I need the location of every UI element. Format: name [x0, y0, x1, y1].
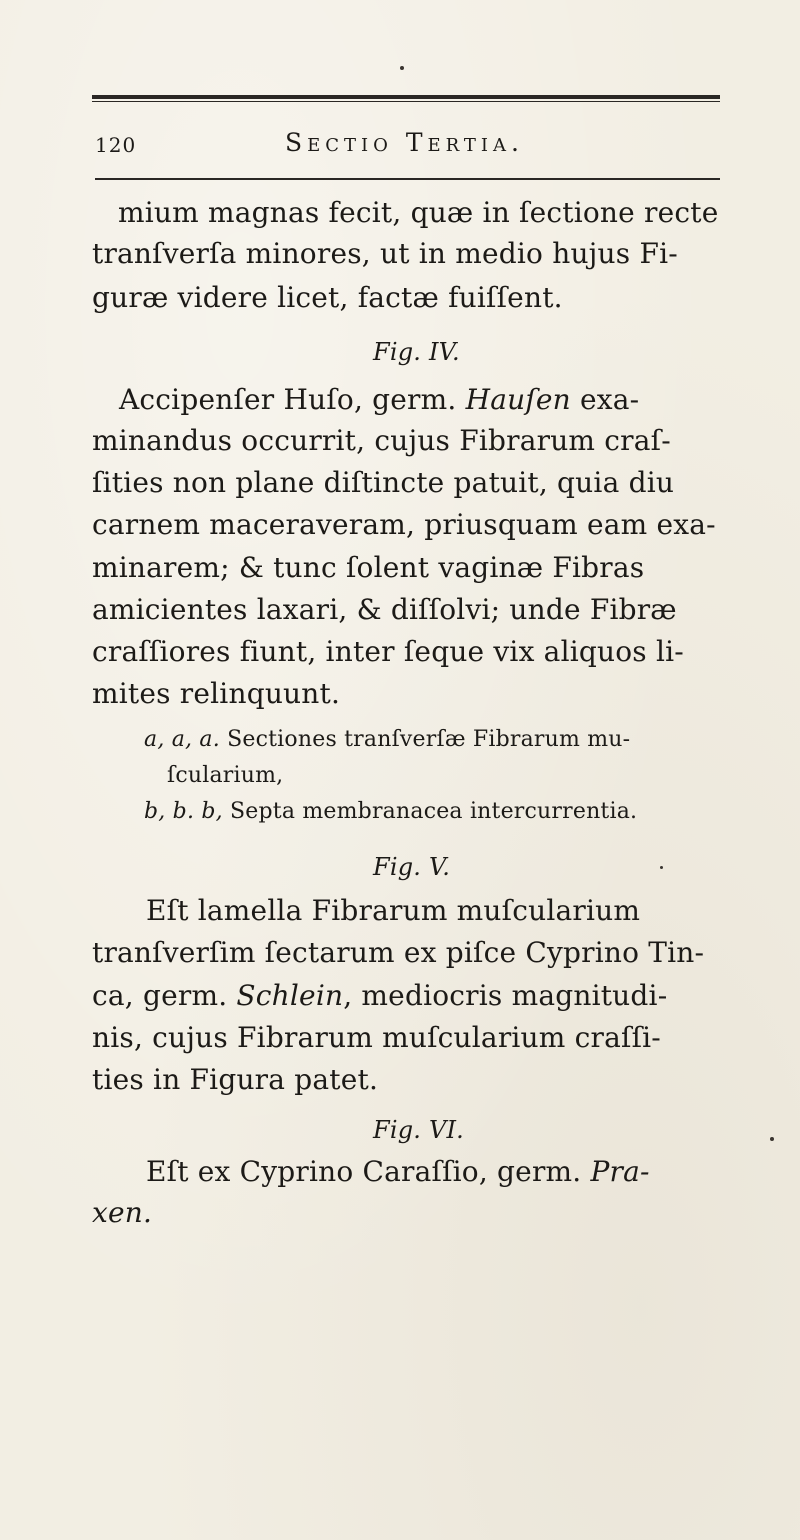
- figure-heading: Fig. IV.: [373, 338, 460, 366]
- text-line: carnem maceraveram, priusquam eam exa-: [92, 508, 716, 541]
- figure-heading: Fig. V.: [373, 853, 451, 881]
- legend-line: a, a, a. Sectiones tranſverſæ Fibrarum mu-: [144, 727, 631, 752]
- text-line: minandus occurrit, cujus Fibrarum craſ-: [92, 424, 671, 457]
- text-line: guræ videre licet, factæ fuiſſent.: [92, 281, 563, 314]
- text-line: tranſverſim ſectarum ex piſce Cyprino Tin-: [92, 936, 705, 969]
- text-line: xen.: [92, 1196, 153, 1229]
- text-line: mites relinquunt.: [92, 677, 341, 710]
- text-line: Eſt lamella Fibrarum muſcularium: [146, 894, 641, 927]
- text-line: nis, cujus Fibrarum muſcularium craſſi-: [92, 1021, 661, 1054]
- text-line: minarem; & tunc ſolent vaginæ Fibras: [92, 551, 645, 584]
- text-line: Accipenſer Huſo, germ. Hauſen exa-: [119, 383, 640, 416]
- text-line: amicientes laxari, & diſſolvi; unde Fibræ: [92, 593, 677, 626]
- text-line: ſities non plane diſtincte patuit, quia diu: [92, 466, 675, 499]
- print-speck: [770, 1137, 774, 1141]
- top-rule-thick: [92, 95, 720, 99]
- text-line: mium magnas fecit, quæ in ſectione recte: [118, 196, 719, 229]
- text-line: ties in Figura patet.: [92, 1063, 379, 1096]
- print-speck: [660, 866, 663, 869]
- top-rule-thin: [92, 101, 720, 102]
- running-head: [95, 128, 725, 162]
- head-rule: [95, 178, 720, 180]
- page-number: 120: [95, 133, 137, 157]
- section-title: Sectio Tertia.: [285, 128, 524, 157]
- print-speck: [400, 66, 404, 70]
- text-line: ca, germ. Schlein, mediocris magnitudi-: [92, 979, 668, 1012]
- legend-line: ſcularium,: [167, 763, 284, 788]
- legend-line: b, b. b, Septa membranacea intercurrentia.: [144, 799, 638, 824]
- figure-heading: Fig. VI.: [373, 1116, 464, 1144]
- text-line: Eſt ex Cyprino Caraſſio, germ. Pra-: [146, 1155, 650, 1188]
- text-line: tranſverſa minores, ut in medio hujus Fi-: [92, 237, 678, 270]
- text-line: craſſiores fiunt, inter ſeque vix aliquos li-: [92, 635, 684, 668]
